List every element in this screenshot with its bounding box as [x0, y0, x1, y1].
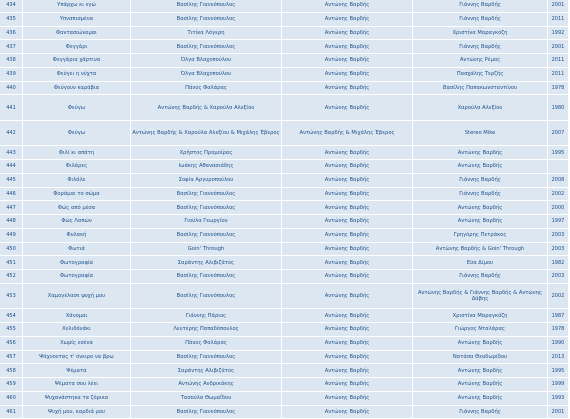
row-number-cell: 435: [0, 13, 22, 26]
lyricist-cell: Βασίλης Γιαννόπουλος: [131, 188, 281, 201]
table-row: [0, 215, 568, 228]
singer-cell: Γιάννης Βαρδής: [413, 270, 547, 283]
song-title-cell: Φιλί κι απάτη: [23, 146, 130, 159]
year-cell: 1993: [548, 392, 568, 405]
song-title-cell: Φοράμαι το σώμα: [23, 188, 130, 201]
table-row: [0, 284, 568, 309]
singer-cell: Γιάννης Βαρδής: [413, 188, 547, 201]
song-title-cell: Χαμογέλασε ψυχή μου: [23, 284, 130, 309]
lyricist-cell: Ιωάκης Αθανασιάδης: [131, 160, 281, 173]
song-title-cell: Χωρίς εσένα: [23, 337, 130, 350]
table-row: [0, 229, 568, 242]
table-row: [0, 243, 568, 256]
composer-cell: Αντώνης Βαρδής: [282, 229, 412, 242]
year-cell: 1995: [548, 364, 568, 377]
lyricist-cell: Χρήστος Προμοίρας: [131, 146, 281, 159]
row-number-cell: 444: [0, 160, 22, 173]
year-cell: 1980: [548, 95, 568, 120]
song-title-cell: Φεύγουν καράβια: [23, 82, 130, 95]
song-title-cell: Ψάχνοντας τ' όνειρο να βρω: [23, 351, 130, 364]
singer-cell: Εύα Δίμου: [413, 256, 547, 269]
composer-cell: Αντώνης Βαρδής: [282, 309, 412, 322]
lyricist-cell: Βασίλης Γιαννόπουλος: [131, 270, 281, 283]
composer-cell: Αντώνης Βαρδής: [282, 364, 412, 377]
song-title-cell: Φεγγάρια χάρτινα: [23, 54, 130, 67]
lyricist-cell: Βασίλης Γιαννόπουλος: [131, 40, 281, 53]
composer-cell: Αντώνης Βαρδής: [282, 323, 412, 336]
singer-cell: Αντώνης Βαρδής & Γιάννης Βαρδής & Αντώνης Δάβης: [413, 284, 547, 309]
year-cell: 2002: [548, 284, 568, 309]
lyricist-cell: Αντώνης Ανδρικάκης: [131, 378, 281, 391]
composer-cell: Αντώνης Βαρδής: [282, 188, 412, 201]
song-title-cell: Φεύγω: [23, 121, 130, 146]
singer-cell: Νατάσα Θεοδωρίδου: [413, 351, 547, 364]
table-row: [0, 160, 568, 173]
year-cell: 1995: [548, 146, 568, 159]
composer-cell: Αντώνης Βαρδής: [282, 40, 412, 53]
lyricist-cell: Βασίλης Γιαννόπουλος: [131, 229, 281, 242]
singer-cell: Γιώργος Νταλάρας: [413, 323, 547, 336]
song-title-cell: Φωτογραφία: [23, 270, 130, 283]
lyricist-cell: Βασίλης Γιαννόπουλος: [131, 201, 281, 214]
year-cell: 2008: [548, 174, 568, 187]
song-title-cell: Φιλάρες: [23, 160, 130, 173]
singer-cell: Αντώνης Βαρδής: [413, 215, 547, 228]
composer-cell: Αντώνης Βαρδής & Μιχάλης Έβερος: [282, 121, 412, 146]
song-title-cell: Φώς Λαπών: [23, 215, 130, 228]
row-number-cell: 436: [0, 27, 22, 40]
year-cell: [548, 160, 568, 173]
table-row: [0, 13, 568, 26]
song-title-cell: Χελιδόνάκι: [23, 323, 130, 336]
singer-cell: Γρηγόρης Πετράκος: [413, 229, 547, 242]
singer-cell: Χαρούλα Αλεξίου: [413, 95, 547, 120]
composer-cell: Αντώνης Βαρδής: [282, 68, 412, 81]
year-cell: 1990: [548, 337, 568, 350]
song-title-cell: Φεύγει η νύχτα: [23, 68, 130, 81]
singer-cell: Χριστίνα Μαραγκόζη: [413, 309, 547, 322]
singer-cell: Γιάννης Βαρδής: [413, 406, 547, 419]
singer-cell: Αντώνης Βαρδής: [413, 337, 547, 350]
song-title-cell: Υπναπισμένα: [23, 13, 130, 26]
row-number-cell: 452: [0, 270, 22, 283]
lyricist-cell: Τασούλα Θωμαΐδου: [131, 392, 281, 405]
row-number-cell: 441: [0, 95, 22, 120]
year-cell: 2011: [548, 68, 568, 81]
year-cell: 1999: [548, 378, 568, 391]
lyricist-cell: Βασίλης Γιαννόπουλος: [131, 351, 281, 364]
year-cell: 2002: [548, 188, 568, 201]
lyricist-cell: Όλγα Βλαχοπούλου: [131, 54, 281, 67]
song-title-cell: Υπάρχω κι εγώ: [23, 0, 130, 12]
year-cell: 2013: [548, 351, 568, 364]
table-row: [0, 188, 568, 201]
singer-cell: Χριστίνα Μαραγκόζη: [413, 27, 547, 40]
row-number-cell: 447: [0, 201, 22, 214]
song-title-cell: Φωτογραφία: [23, 256, 130, 269]
song-title-cell: Ψέματα: [23, 364, 130, 377]
composer-cell: Αντώνης Βαρδής: [282, 95, 412, 120]
lyricist-cell: Σαράντης Αλιβιζάτος: [131, 256, 281, 269]
composer-cell: Αντώνης Βαρδής: [282, 160, 412, 173]
lyricist-cell: Γιούλα Γεωργίου: [131, 215, 281, 228]
song-title-cell: Φεύγω: [23, 95, 130, 120]
singer-cell: Γιάννης Βαρδής: [413, 13, 547, 26]
singer-cell: Αντώνης Βαρδής: [413, 146, 547, 159]
composer-cell: Αντώνης Βαρδής: [282, 243, 412, 256]
table-row: [0, 121, 568, 146]
table-row: [0, 146, 568, 159]
table-row: [0, 323, 568, 336]
table-row: [0, 40, 568, 53]
row-number-cell: 461: [0, 406, 22, 419]
singer-cell: Αντώνης Βαρδής: [413, 160, 547, 173]
row-number-cell: 455: [0, 323, 22, 336]
row-number-cell: 439: [0, 68, 22, 81]
composer-cell: Αντώνης Βαρδής: [282, 406, 412, 419]
row-number-cell: 450: [0, 243, 22, 256]
composer-cell: Αντώνης Βαρδής: [282, 284, 412, 309]
lyricist-cell: Βασίλης Γιαννόπουλος: [131, 0, 281, 12]
singer-cell: Αντώνης Βαρδής: [413, 201, 547, 214]
year-cell: 2001: [548, 40, 568, 53]
composer-cell: Αντώνης Βαρδής: [282, 215, 412, 228]
song-title-cell: Φιλάλε: [23, 174, 130, 187]
lyricist-cell: Γιάννης Πάριος: [131, 309, 281, 322]
row-number-cell: 460: [0, 392, 22, 405]
year-cell: 2003: [548, 243, 568, 256]
row-number-cell: 443: [0, 146, 22, 159]
singer-cell: Αντώνης Βαρδής: [413, 392, 547, 405]
row-number-cell: 453: [0, 284, 22, 309]
table-row: [0, 337, 568, 350]
composer-cell: Αντώνης Βαρδής: [282, 54, 412, 67]
singer-cell: Πασχάλης Τερζής: [413, 68, 547, 81]
row-number-cell: 457: [0, 351, 22, 364]
row-number-cell: 449: [0, 229, 22, 242]
table-row: [0, 27, 568, 40]
year-cell: 2011: [548, 13, 568, 26]
year-cell: 1997: [548, 215, 568, 228]
song-title-cell: Φυλακή: [23, 229, 130, 242]
table-row: [0, 392, 568, 405]
year-cell: 1987: [548, 309, 568, 322]
composer-cell: Αντώνης Βαρδής: [282, 337, 412, 350]
composer-cell: Αντώνης Βαρδής: [282, 27, 412, 40]
table-row: [0, 351, 568, 364]
singer-cell: Βασίλης Παπακωνσταντίνου: [413, 82, 547, 95]
table-row: [0, 95, 568, 120]
table-row: [0, 82, 568, 95]
singer-cell: Γιάννης Βαρδής: [413, 40, 547, 53]
composer-cell: Αντώνης Βαρδής: [282, 256, 412, 269]
row-number-cell: 456: [0, 337, 22, 350]
row-number-cell: 445: [0, 174, 22, 187]
singer-cell: Αντώνης Βαρδής & Goin' Through: [413, 243, 547, 256]
table-row: [0, 270, 568, 283]
row-number-cell: 440: [0, 82, 22, 95]
table-row: [0, 364, 568, 377]
lyricist-cell: Βασίλης Γιαννόπουλος: [131, 13, 281, 26]
row-number-cell: 459: [0, 378, 22, 391]
table-row: [0, 201, 568, 214]
composer-cell: Αντώνης Βαρδής: [282, 174, 412, 187]
table-row: [0, 68, 568, 81]
table-row: [0, 54, 568, 67]
row-number-cell: 448: [0, 215, 22, 228]
year-cell: 2003: [548, 270, 568, 283]
lyricist-cell: Πάνος Φαλάρας: [131, 82, 281, 95]
table-row: [0, 309, 568, 322]
singer-cell: Γιάννης Βαρδής: [413, 174, 547, 187]
year-cell: 1982: [548, 256, 568, 269]
year-cell: 2000: [548, 201, 568, 214]
composer-cell: Αντώνης Βαρδής: [282, 351, 412, 364]
lyricist-cell: Βασίλης Γιαννόπουλος: [131, 406, 281, 419]
lyricist-cell: Αντώνης Βαρδής & Χαρούλα Αλεξίου & Μιχάλης Έβερος: [131, 121, 281, 146]
composer-cell: Αντώνης Βαρδής: [282, 13, 412, 26]
song-title-cell: Ψυχή μου, καρδιά μου: [23, 406, 130, 419]
table-row: [0, 256, 568, 269]
row-number-cell: 446: [0, 188, 22, 201]
song-title-cell: Ψέματα σου λέει: [23, 378, 130, 391]
lyricist-cell: Λευτέρης Παπαδόπουλος: [131, 323, 281, 336]
song-title-cell: Χάνομαι: [23, 309, 130, 322]
singer-cell: Αντώνης Βαρδής: [413, 364, 547, 377]
composer-cell: Αντώνης Βαρδής: [282, 270, 412, 283]
lyricist-cell: Πάνος Φαλάρας: [131, 337, 281, 350]
composer-cell: Αντώνης Βαρδής: [282, 378, 412, 391]
song-title-cell: Φώς από μέσα: [23, 201, 130, 214]
lyricist-cell: Τιτίκα Λόγερη: [131, 27, 281, 40]
composer-cell: Αντώνης Βαρδής: [282, 201, 412, 214]
table-row: [0, 174, 568, 187]
lyricist-cell: Βασίλης Γιαννόπουλος: [131, 284, 281, 309]
row-number-cell: 451: [0, 256, 22, 269]
row-number-cell: 442: [0, 121, 22, 146]
year-cell: 2011: [548, 54, 568, 67]
song-title-cell: Φεγγάρι: [23, 40, 130, 53]
row-number-cell: 437: [0, 40, 22, 53]
year-cell: 1992: [548, 27, 568, 40]
singer-cell: Αντώνης Βαρδής: [413, 378, 547, 391]
lyricist-cell: Αντώνης Βαρδής & Χαρούλα Αλεξίου: [131, 95, 281, 120]
row-number-cell: 434: [0, 0, 22, 12]
lyricist-cell: Σαράντης Αλιβιζάτος: [131, 364, 281, 377]
row-number-cell: 454: [0, 309, 22, 322]
singer-cell: Γιάννης Βαρδής: [413, 0, 547, 12]
row-number-cell: 458: [0, 364, 22, 377]
lyricist-cell: Goin' Through: [131, 243, 281, 256]
song-title-cell: Φωτιά: [23, 243, 130, 256]
year-cell: 1978: [548, 82, 568, 95]
composer-cell: Αντώνης Βαρδής: [282, 82, 412, 95]
composer-cell: Αντώνης Βαρδής: [282, 392, 412, 405]
lyricist-cell: Σοφία Αργυροπούλου: [131, 174, 281, 187]
year-cell: 2001: [548, 406, 568, 419]
singer-cell: Stereo Mike: [413, 121, 547, 146]
table-row: [0, 378, 568, 391]
composer-cell: Αντώνης Βαρδής: [282, 0, 412, 12]
composer-cell: Αντώνης Βαρδής: [282, 146, 412, 159]
singer-cell: Αντώνης Ρέμος: [413, 54, 547, 67]
song-title-cell: Φαντασιώνομαι: [23, 27, 130, 40]
table-row: [0, 406, 568, 419]
table-row: [0, 0, 568, 12]
year-cell: 1978: [548, 323, 568, 336]
song-title-cell: Ψυχανάστηκα τα ζόρικα: [23, 392, 130, 405]
year-cell: 2001: [548, 0, 568, 12]
lyricist-cell: Όλγα Βλαχοπούλου: [131, 68, 281, 81]
year-cell: 2003: [548, 229, 568, 242]
row-number-cell: 438: [0, 54, 22, 67]
year-cell: 2007: [548, 121, 568, 146]
